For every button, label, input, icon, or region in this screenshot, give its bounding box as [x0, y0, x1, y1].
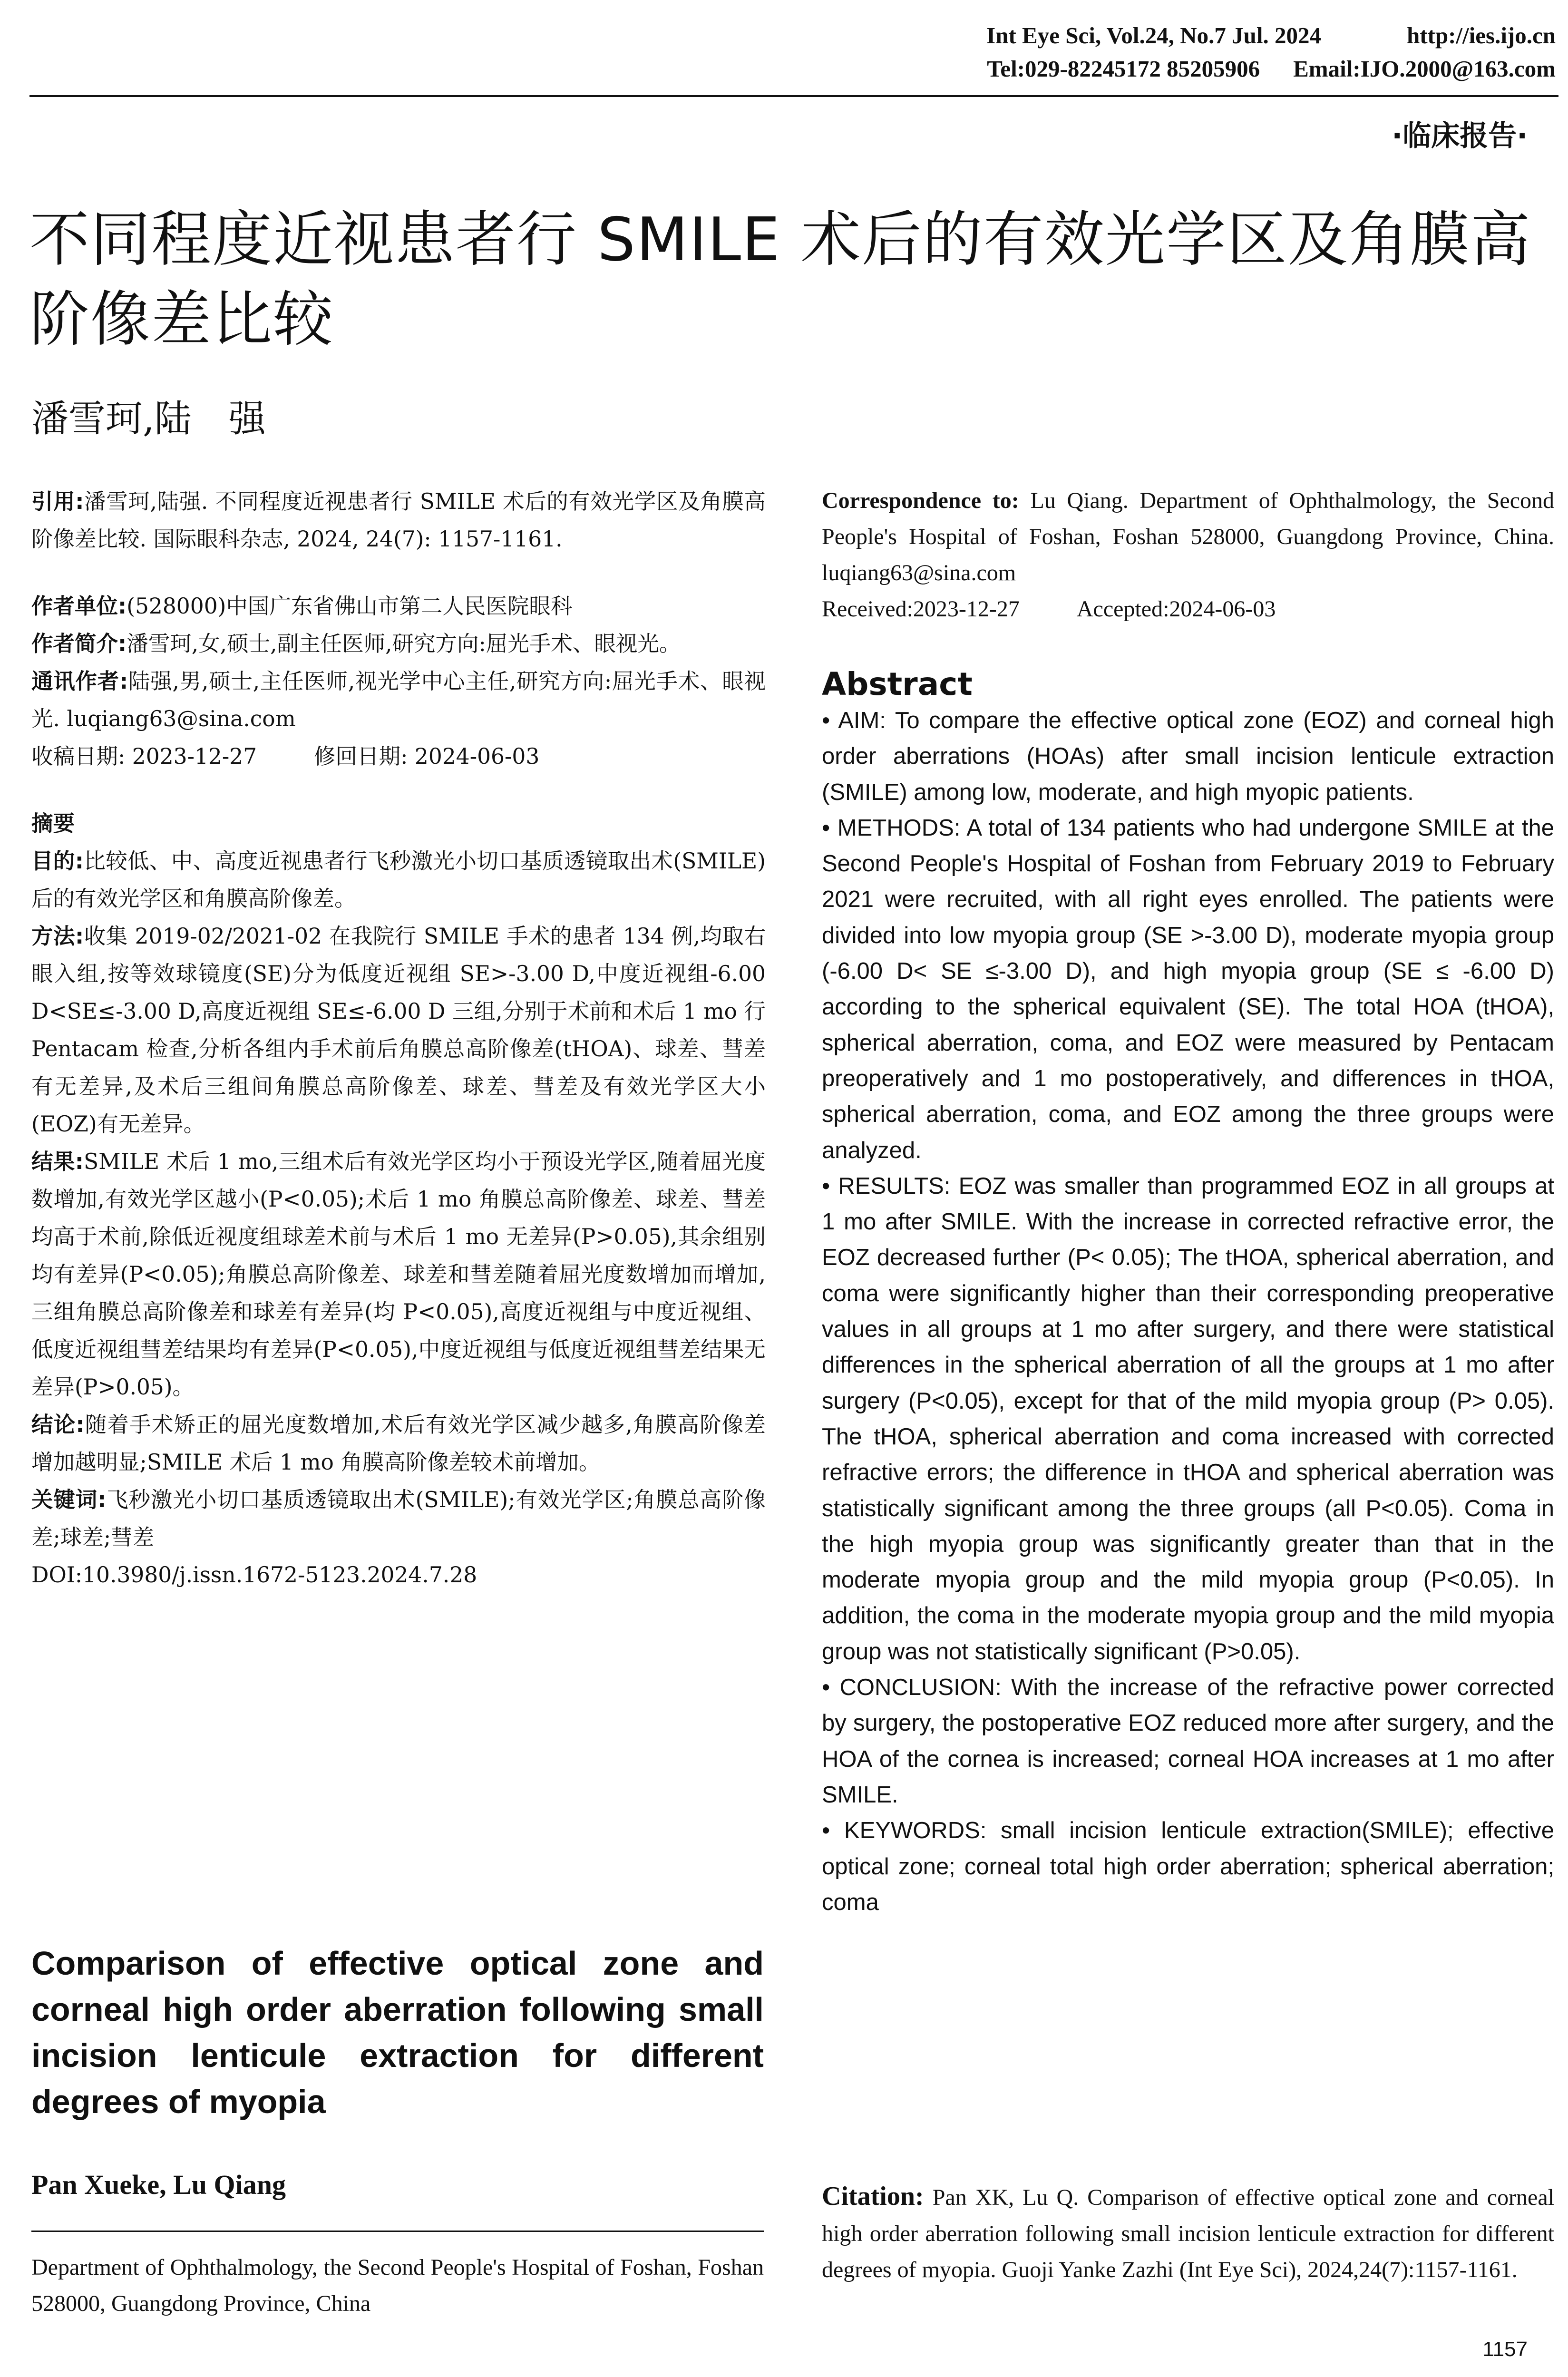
keywords-en-label: • KEYWORDS:	[822, 1818, 987, 1844]
header-rule	[29, 95, 1558, 97]
keywords-cn-label: 关键词:	[31, 1487, 107, 1512]
journal-tel: Tel:029-82245172 85205906	[987, 56, 1260, 82]
conclusion-cn-label: 结论:	[31, 1412, 85, 1437]
aim-en-text: To compare the effective optical zone (EOZ) and corneal high order aberrations (HOAs) after small incision lenticule extraction (SMILE) among low, moderate, and high myopic patients.	[822, 708, 1555, 805]
citation-en	[822, 2178, 1554, 2288]
received-en: Received:2023-12-27	[822, 596, 1020, 622]
citation-en-label: Citation:	[822, 2182, 924, 2211]
abstract-en-heading: Abstract	[822, 666, 973, 702]
doi[interactable]: DOI:10.3980/j.issn.1672-5123.2024.7.28	[31, 1562, 477, 1588]
article-title-cn: 不同程度近视患者行 SMILE 术后的有效光学区及角膜高阶像差比较	[29, 205, 1531, 354]
accepted-en: Accepted:2024-06-03	[1076, 596, 1276, 622]
abstract-cn-aim	[31, 842, 766, 917]
author-bio-cn-label: 作者简介:	[31, 631, 127, 656]
corresponding-cn	[31, 662, 766, 738]
affiliation-cn-text: (528000)中国广东省佛山市第二人民医院眼科	[127, 594, 573, 619]
abstract-cn-methods	[31, 917, 766, 1143]
results-en-label: • RESULTS:	[822, 1173, 951, 1199]
methods-cn-text: 收集 2019-02/2021-02 在我院行 SMILE 手术的患者 134 例,均取右眼入组,按等效球镜度(SE)分为低度近视组 SE>-3.00 D,中度近视组-6.00 D<SE≤-3.00 D,高度近视组 SE≤-6.00 D 三组,分别于术前和术后 1 mo 行 Pentacam 检查,分析各组内手术前后角膜总高阶像差(tHOA)、球差、彗差有无差异,及术后三组间角膜总高阶像差、球差、彗差及有效光学区大小(EOZ)有无差异。	[31, 924, 766, 1137]
abstract-en	[822, 703, 1554, 1920]
citation-cn	[31, 483, 766, 558]
journal-url[interactable]: http://ies.ijo.cn	[1406, 22, 1556, 49]
abstract-en-aim	[822, 703, 1554, 810]
abstract-en-results	[822, 1169, 1554, 1670]
authors-rule	[31, 2231, 764, 2232]
results-cn-label: 结果:	[31, 1149, 84, 1174]
abstract-en-methods	[822, 810, 1554, 1169]
aim-cn-label: 目的:	[31, 848, 84, 874]
citation-cn-text: 潘雪珂,陆强. 不同程度近视患者行 SMILE 术后的有效光学区及角膜高阶像差比较. 国际眼科杂志, 2024, 24(7): 1157-1161.	[31, 489, 766, 552]
revised-cn: 修回日期: 2024-06-03	[314, 744, 540, 769]
conclusion-en-text: With the increase of the refractive power corrected by surgery, the postoperative EOZ reduced more after surgery, and the HOA of the cornea is increased; corneal HOA increases at 1 mo after SMILE.	[822, 1675, 1554, 1808]
journal-citation: Int Eye Sci, Vol.24, No.7 Jul. 2024	[986, 22, 1321, 49]
abstract-cn-heading: 摘要	[31, 811, 75, 836]
citation-cn-label: 引用:	[31, 489, 84, 514]
citation-en-text: Pan XK, Lu Q. Comparison of effective optical zone and corneal high order aberration following small incision lenticule extraction for different degrees of myopia. Guoji Yanke Zazhi (Int Eye Sci), 2024,24(7):1157-1161.	[822, 2185, 1554, 2282]
conclusion-cn-text: 随着手术矫正的屈光度数增加,术后有效光学区减少越多,角膜高阶像差增加越明显;SMILE 术后 1 mo 角膜高阶像差较术前增加。	[31, 1412, 766, 1475]
aim-cn-text: 比较低、中、高度近视患者行飞秒激光小切口基质透镜取出术(SMILE)后的有效光学区和角膜高阶像差。	[31, 848, 766, 911]
abstract-cn-conclusion	[31, 1406, 766, 1481]
methods-cn-label: 方法:	[31, 924, 84, 949]
results-en-text: EOZ was smaller than programmed EOZ in all groups at 1 mo after SMILE. With the increase in corrected refractive error, the EOZ decreased further (P< 0.05); The tHOA, spherical aberration, and coma were significantly higher than their corresponding preoperative values in all groups at 1 mo after surgery, and there were statistical differences in the spherical aberration of all the groups at 1 mo after surgery (P<0.05), except for that of the mild myopia group (P> 0.05). The tHOA, spherical aberration and coma increased with corrected refractive errors; the difference in tHOA and spherical aberration was statistically significant among the three groups (all P<0.05). Coma in the high myopia group was significantly greater than that in the moderate myopia group and the mild myopia group (P<0.05). In addition, the coma in the moderate myopia group and the mild myopia group was not statistically significant (P>0.05).	[822, 1173, 1554, 1665]
column-label: ·临床报告·	[1392, 119, 1528, 153]
author-bio-cn	[31, 625, 766, 662]
journal-email: Email:IJO.2000@163.com	[1293, 56, 1556, 82]
abstract-en-conclusion	[822, 1670, 1554, 1813]
author-bio-cn-text: 潘雪珂,女,硕士,副主任医师,研究方向:屈光手术、眼视光。	[127, 631, 681, 656]
authors-cn: 潘雪珂,陆 强	[31, 398, 266, 440]
correspondence-label: Correspondence to:	[822, 488, 1019, 513]
results-cn-text: SMILE 术后 1 mo,三组术后有效光学区均小于预设光学区,随着屈光度数增加,有效光学区越小(P<0.05);术后 1 mo 角膜总高阶像差、球差、彗差均高于术前,除低近视度组球差术前与术后 1 mo 无差异(P>0.05),其余组别均有差异(P<0.05);角膜总高阶像差、球差和彗差随着屈光度数增加而增加,三组角膜总高阶像差和球差有差异(均 P<0.05),高度近视组与中度近视组、低度近视组彗差结果均有差异(P<0.05),中度近视组与低度近视组彗差结果无差异(P>0.05)。	[31, 1149, 766, 1400]
aim-en-label: • AIM:	[822, 708, 886, 733]
corresponding-cn-label: 通讯作者:	[31, 669, 128, 694]
abstract-cn-keywords	[31, 1481, 766, 1556]
methods-en-label: • METHODS:	[822, 815, 961, 841]
article-title-en: Comparison of effective optical zone and corneal high order aberration following small incision lenticule extraction for different degrees of myopia	[31, 1945, 764, 2120]
received-cn: 收稿日期: 2023-12-27	[31, 744, 257, 769]
page-number: 1157	[1482, 2338, 1528, 2361]
authors-en: Pan Xueke, Lu Qiang	[31, 2169, 286, 2200]
abstract-cn-results	[31, 1143, 766, 1406]
corresponding-cn-text: 陆强,男,硕士,主任医师,视光学中心主任,研究方向:屈光手术、眼视光. luqiang63@sina.com	[31, 669, 766, 731]
affiliation-cn-label: 作者单位:	[31, 594, 127, 619]
affiliation-cn	[31, 587, 766, 625]
abstract-en-keywords	[822, 1813, 1554, 1920]
correspondence-en	[822, 483, 1554, 627]
conclusion-en-label: • CONCLUSION:	[822, 1675, 1002, 1701]
left-column	[31, 483, 766, 1594]
keywords-cn-text: 飞秒激光小切口基质透镜取出术(SMILE);有效光学区;角膜总高阶像差;球差;彗差	[31, 1487, 766, 1550]
correspondence-text: Lu Qiang. Department of Ophthalmology, the Second People's Hospital of Foshan, Foshan 528000, Guangdong Province, China. luqiang63@sina.com	[822, 488, 1554, 585]
dates-cn	[31, 738, 766, 775]
journal-header	[986, 19, 1556, 86]
methods-en-text: A total of 134 patients who had undergone SMILE at the Second People's Hospital of Foshan from February 2019 to February 2021 were recruited, with all right eyes enrolled. The patients were divided into low myopia group (SE >-3.00 D), moderate myopia group (-6.00 D< SE ≤-3.00 D), and high myopia group (SE ≤ -6.00 D) according to the spherical equivalent (SE). The total HOA (tHOA), spherical aberration, coma, and EOZ were measured by Pentacam preoperatively and 1 mo postoperatively, and differences in tHOA, spherical aberration, coma, and EOZ among the three groups were analyzed.	[822, 815, 1554, 1163]
keywords-en-text: small incision lenticule extraction(SMILE); effective optical zone; corneal total high order aberration; spherical aberration; coma	[822, 1818, 1554, 1915]
affiliation-en: Department of Ophthalmology, the Second People's Hospital of Foshan, Foshan 528000, Guangdong Province, China	[31, 2255, 764, 2316]
